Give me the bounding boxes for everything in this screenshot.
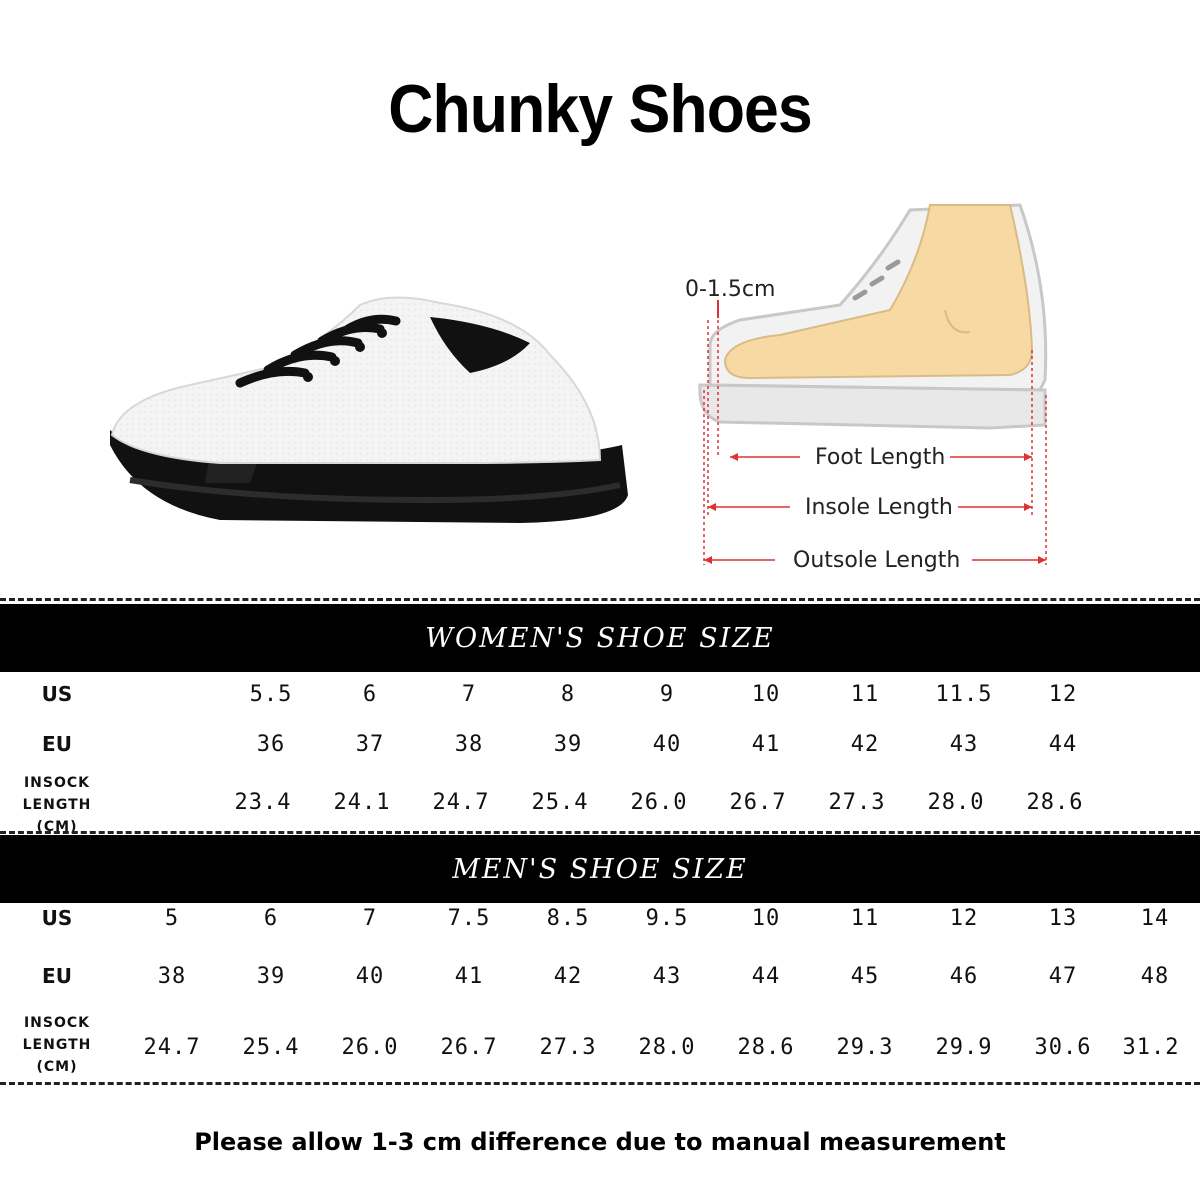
foot-measurement-diagram xyxy=(660,200,1080,590)
length-cell: 27.3 xyxy=(539,1035,597,1060)
measurement-note: Please allow 1-3 cm difference due to manual measurement xyxy=(194,1128,1006,1156)
row-label-us: US xyxy=(41,682,73,706)
divider xyxy=(0,1082,1200,1085)
size-cell: 8 xyxy=(560,682,576,707)
size-cell: 40 xyxy=(652,732,682,757)
size-cell: 37 xyxy=(355,732,385,757)
women-insock-row xyxy=(0,772,1200,834)
length-cell: 27.3 xyxy=(828,790,886,815)
size-cell: 7 xyxy=(461,682,477,707)
length-cell: 26.0 xyxy=(630,790,688,815)
size-cell: 41 xyxy=(454,964,484,989)
women-eu-row xyxy=(0,732,1200,772)
row-label-insock xyxy=(22,1012,92,1078)
size-cell: 11.5 xyxy=(935,682,993,707)
size-cell: 7 xyxy=(362,906,378,931)
size-cell: 5 xyxy=(164,906,180,931)
length-cell: 28.6 xyxy=(1026,790,1084,815)
size-cell: 45 xyxy=(850,964,880,989)
men-size-title: MEN'S SHOE SIZE xyxy=(452,853,748,885)
size-cell: 41 xyxy=(751,732,781,757)
size-cell: 47 xyxy=(1048,964,1078,989)
size-cell: 44 xyxy=(751,964,781,989)
insock-label-line: LENGTH xyxy=(22,797,92,813)
length-cell: 25.4 xyxy=(242,1035,300,1060)
size-cell: 39 xyxy=(553,732,583,757)
size-cell: 38 xyxy=(454,732,484,757)
page-title: Chunky Shoes xyxy=(388,71,812,147)
size-cell: 9.5 xyxy=(645,906,689,931)
size-cell: 42 xyxy=(850,732,880,757)
length-cell: 24.1 xyxy=(333,790,391,815)
row-label-us: US xyxy=(41,906,73,930)
size-cell: 44 xyxy=(1048,732,1078,757)
size-cell: 12 xyxy=(949,906,979,931)
length-cell: 24.7 xyxy=(432,790,490,815)
size-cell: 11 xyxy=(850,682,880,707)
size-cell: 9 xyxy=(659,682,675,707)
size-cell: 43 xyxy=(652,964,682,989)
size-cell: 14 xyxy=(1140,906,1170,931)
length-cell: 26.7 xyxy=(440,1035,498,1060)
length-cell: 31.2 xyxy=(1122,1035,1180,1060)
length-cell: 29.3 xyxy=(836,1035,894,1060)
size-cell: 10 xyxy=(751,906,781,931)
size-cell: 13 xyxy=(1048,906,1078,931)
size-cell: 5.5 xyxy=(249,682,293,707)
row-label-insock xyxy=(22,772,92,838)
length-cell: 28.0 xyxy=(927,790,985,815)
length-cell: 28.6 xyxy=(737,1035,795,1060)
size-cell: 42 xyxy=(553,964,583,989)
length-cell: 29.9 xyxy=(935,1035,993,1060)
men-insock-row xyxy=(0,1010,1200,1080)
size-cell: 7.5 xyxy=(447,906,491,931)
length-cell: 26.0 xyxy=(341,1035,399,1060)
insock-label-line: INSOCK xyxy=(23,775,91,791)
size-cell: 6 xyxy=(263,906,279,931)
insole-length-label: Insole Length xyxy=(805,495,953,520)
size-cell: 11 xyxy=(850,906,880,931)
size-cell: 10 xyxy=(751,682,781,707)
length-cell: 25.4 xyxy=(531,790,589,815)
divider xyxy=(0,831,1200,834)
men-us-row xyxy=(0,906,1200,946)
size-cell: 12 xyxy=(1048,682,1078,707)
size-cell: 6 xyxy=(362,682,378,707)
insock-label-line: LENGTH xyxy=(22,1037,92,1053)
size-cell: 8.5 xyxy=(546,906,590,931)
insock-label-line: INSOCK xyxy=(23,1015,91,1031)
outsole-length-label: Outsole Length xyxy=(793,548,961,573)
women-size-title: WOMEN'S SHOE SIZE xyxy=(425,622,775,654)
row-label-eu: EU xyxy=(42,732,72,756)
length-cell: 30.6 xyxy=(1034,1035,1092,1060)
length-cell: 23.4 xyxy=(234,790,292,815)
insock-label-line: (CM) xyxy=(36,1059,78,1075)
size-cell: 39 xyxy=(256,964,286,989)
row-label-eu: EU xyxy=(42,964,72,988)
women-size-header xyxy=(0,604,1200,672)
foot-length-label: Foot Length xyxy=(815,445,946,470)
men-eu-row xyxy=(0,964,1200,1004)
women-us-row xyxy=(0,682,1200,722)
insock-label-line: (CM) xyxy=(36,819,78,835)
size-cell: 48 xyxy=(1140,964,1170,989)
size-cell: 40 xyxy=(355,964,385,989)
divider xyxy=(0,598,1200,601)
size-cell: 46 xyxy=(949,964,979,989)
size-cell: 36 xyxy=(256,732,286,757)
length-cell: 24.7 xyxy=(143,1035,201,1060)
size-cell: 38 xyxy=(157,964,187,989)
men-size-header xyxy=(0,835,1200,903)
chunky-shoe-image xyxy=(100,295,640,545)
length-cell: 26.7 xyxy=(729,790,787,815)
gap-label: 0-1.5cm xyxy=(685,277,776,302)
length-cell: 28.0 xyxy=(638,1035,696,1060)
size-cell: 43 xyxy=(949,732,979,757)
